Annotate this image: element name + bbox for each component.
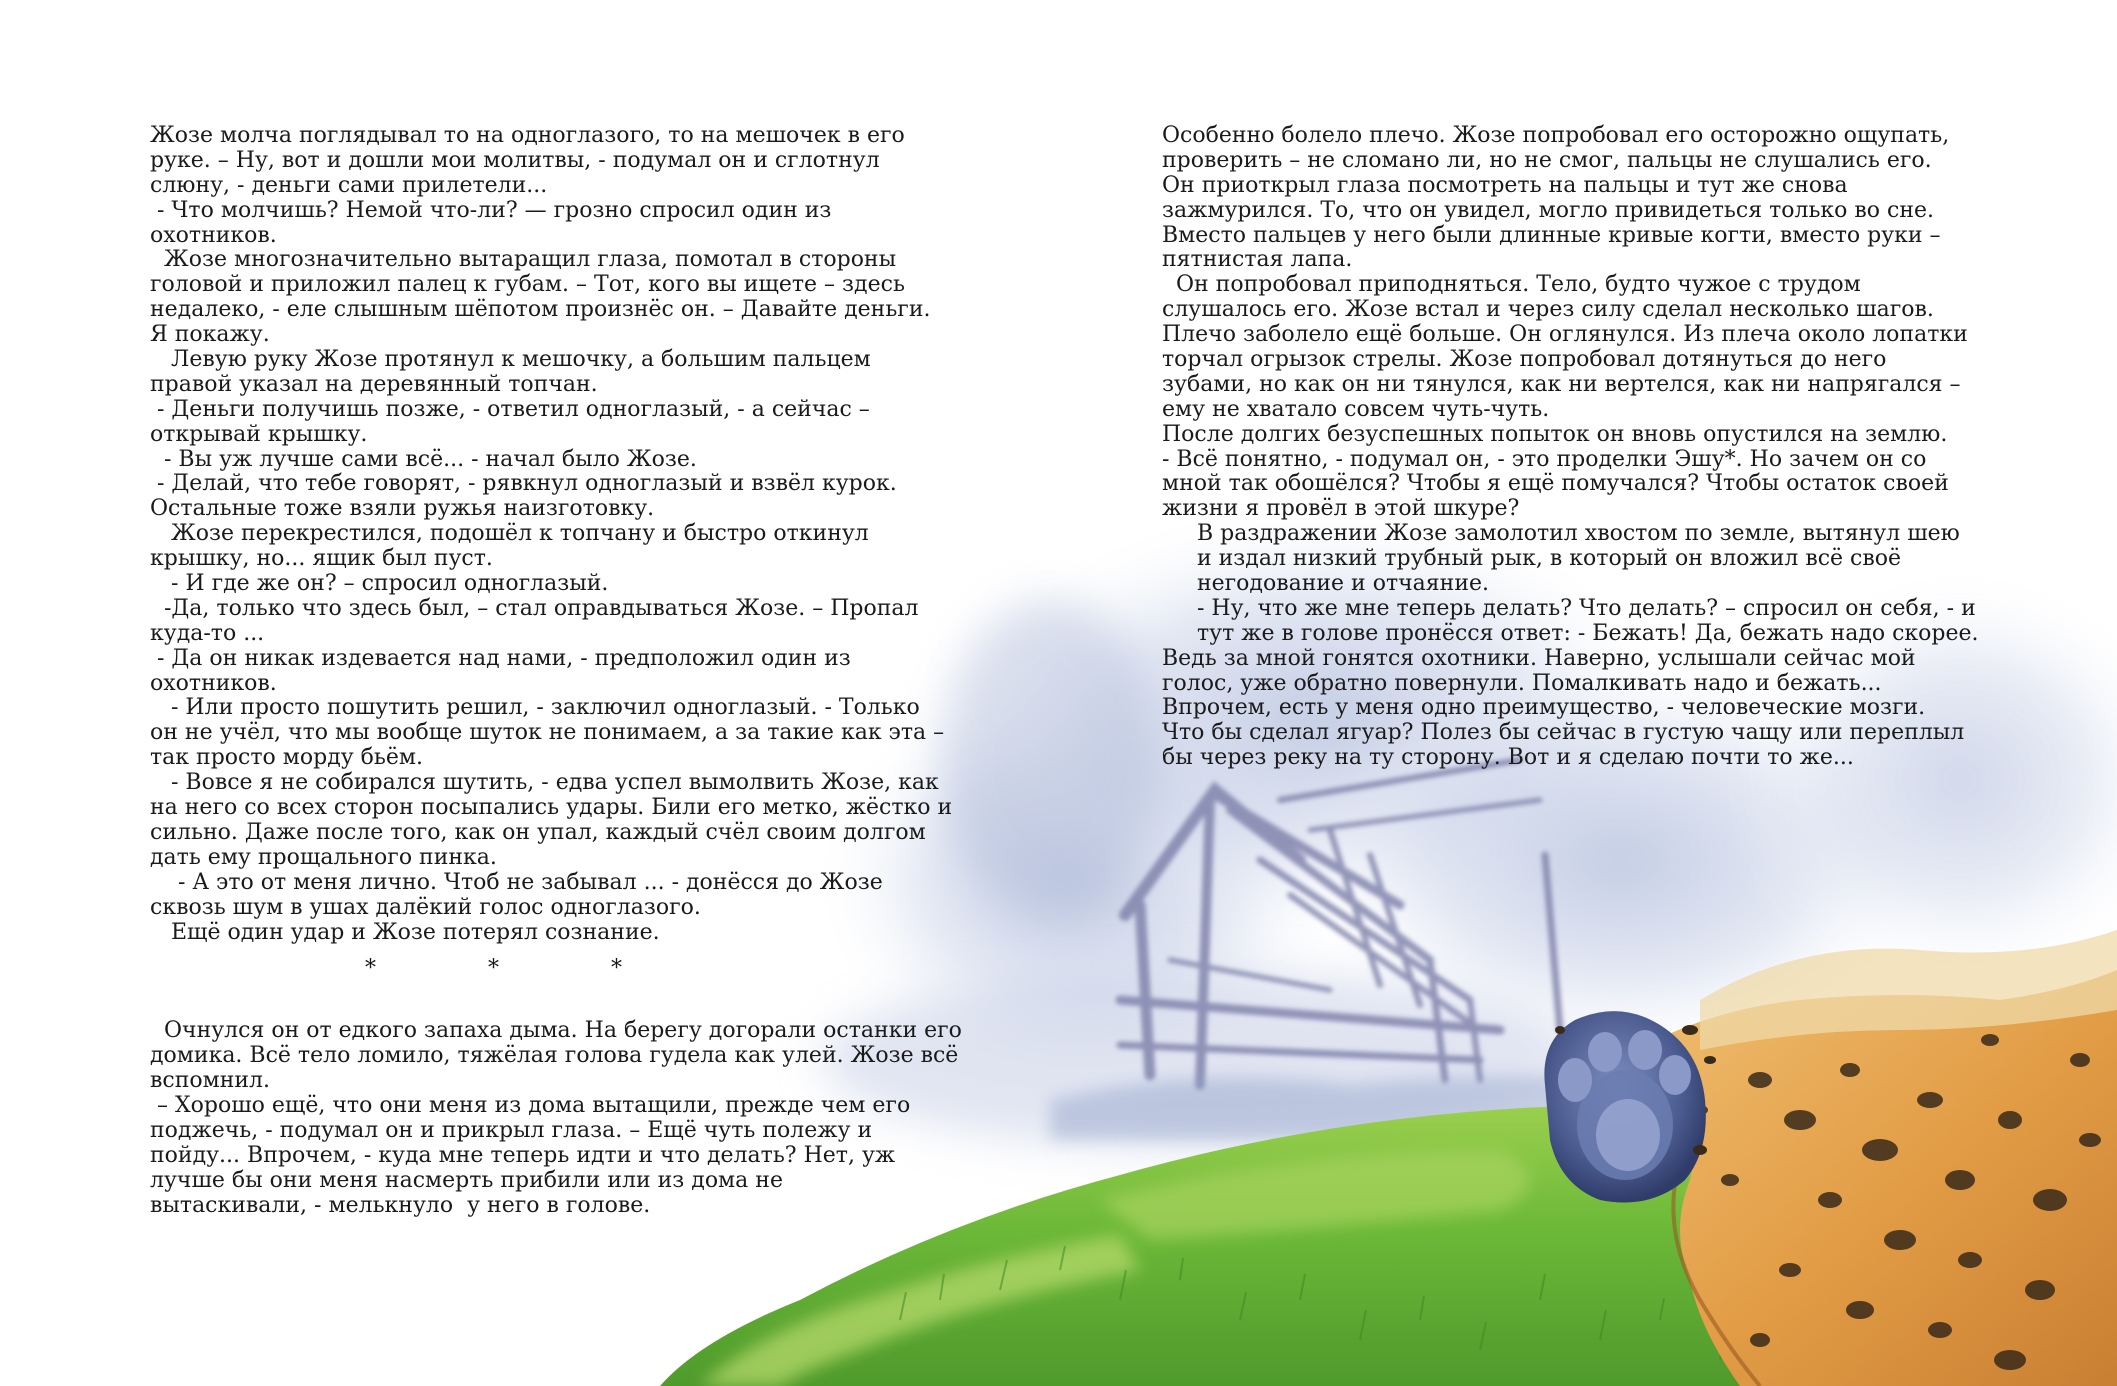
text-line: торчал огрызок стрелы. Жозе попробовал дотянуться до него [1162,347,1887,373]
text-line: ему не хватало совсем чуть-чуть. [1162,396,1550,422]
text-line: - Всё понятно, - подумал он, - это проделки Эшу*. Но зачем он со [1162,446,1927,472]
text-line: лучше бы они меня насмерть прибили или из дома не [150,1167,783,1193]
text-line: проверить – не сломано ли, но не смог, пальцы не слушались его. [1162,147,1932,173]
text-line: Жозе молча поглядывал то на одноглазого, то на мешочек в его [150,123,905,148]
text-line: недалеко, - еле слышным шёпотом произнёс он. – Давайте деньги. [150,297,931,323]
text-line: – Хорошо ещё, что они меня из дома вытащили, прежде чем его [150,1092,911,1118]
text-line: Жозе перекрестился, подошёл к топчану и быстро откинул [150,521,869,547]
text-line: тут же в голове пронёсся ответ: - Бежать! Да, бежать надо скорее. [1162,620,1979,646]
text-line: охотников. [150,222,277,248]
text-line: Впрочем, есть у меня одно преимущество, - человеческие мозги. [1162,695,1926,721]
text-line: - И где же он? – спросил одноглазый. [150,571,609,597]
text-line: поджечь, - подумал он и прикрыл глаза. – Ещё чуть полежу и [150,1117,873,1143]
text-line: зубами, но как он ни тянулся, как ни вертелся, как ни напрягался – [1162,371,1961,397]
text-line: - Или просто пошутить решил, - заключил одноглазый. - Только [150,695,920,721]
text-line: на него со всех сторон посыпались удары. Били его метко, жёстко и [150,795,953,821]
text-line: Ещё один удар и Жозе потерял сознание. [150,919,660,945]
text-line: - Что молчишь? Немой что-ли? — грозно спросил один из [150,197,832,223]
text-line: слюну, - деньги сами прилетели... [150,172,548,198]
text-line: и издал низкий трубный рык, в который он вложил всё своё [1162,546,1902,572]
text-line: слушалось его. Жозе встал и через силу сделал несколько шагов. [1162,297,1934,323]
text-line: пойду... Впрочем, - куда мне теперь идти и что делать? Нет, уж [150,1142,896,1168]
text-line: Жозе многозначительно вытаращил глаза, помотал в стороны [150,247,897,273]
text-line: Плечо заболело ещё больше. Он оглянулся. Из плеча около лопатки [1162,322,1968,348]
text-line: - Ну, что же мне теперь делать? Что делать? – спросил он себя, - и [1162,595,1976,621]
text-line: - Вовсе я не собирался шутить, - едва успел вымолвить Жозе, как [150,770,939,796]
text-line: бы через реку на ту сторону. Вот и я сделаю почти то же... [1162,745,1854,771]
text-line: крышку, но... ящик был пуст. [150,546,493,572]
text-line: так просто морду бьём. [150,745,424,771]
separator-asterisk: * [365,956,376,982]
right-page-text [1162,124,1982,771]
text-line: Он приоткрыл глаза посмотреть на пальцы и тут же снова [1162,172,1848,198]
left-page-text [150,124,980,1218]
text-line: - Да он никак издевается над нами, - предположил один из [150,645,851,671]
text-line: Очнулся он от едкого запаха дыма. На берегу догорали останки его [150,1018,962,1044]
text-line: охотников. [150,670,277,696]
text-line: -Да, только что здесь был, – стал оправдываться Жозе. – Пропал [150,595,919,621]
text-line: - Делай, что тебе говорят, - рявкнул одноглазый и взвёл курок. [150,471,897,497]
text-line: мной так обошёлся? Чтобы я ещё помучался? Чтобы остаток своей [1162,471,1949,497]
text-line: Вместо пальцев у него были длинные кривые когти, вместо руки – [1162,222,1941,248]
text-line: Ведь за мной гонятся охотники. Наверно, услышали сейчас мой [1162,645,1916,671]
text-line: руке. – Ну, вот и дошли мои молитвы, - подумал он и сглотнул [150,147,880,173]
text-line: - Деньги получишь позже, - ответил одноглазый, - а сейчас – [150,396,870,422]
text-line: Левую руку Жозе протянул к мешочку, а большим пальцем [150,347,871,373]
text-line: - Вы уж лучше сами всё... - начал было Жозе. [150,446,697,472]
text-line: негодование и отчаяние. [1162,571,1490,597]
text-line: Что бы сделал ягуар? Полез бы сейчас в густую чащу или переплыл [1162,720,1965,746]
text-line: сильно. Даже после того, как он упал, каждый счёл своим долгом [150,819,926,845]
text-line: Особенно болело плечо. Жозе попробовал его осторожно ощупать, [1162,123,1950,148]
text-line: Остальные тоже взяли ружья наизготовку. [150,496,655,522]
text-line: зажмурился. То, что он увидел, могло привидеться только во сне. [1162,197,1935,223]
text-line: головой и приложил палец к губам. – Тот, кого вы ищете – здесь [150,272,905,298]
text-line: жизни я провёл в этой шкуре? [1162,496,1520,522]
text-line: он не учёл, что мы вообще шуток не понимаем, а за такие как эта – [150,720,945,746]
text-line: правой указал на деревянный топчан. [150,371,598,397]
text-line: дать ему прощального пинка. [150,844,497,870]
text-line: голос, уже обратно повернули. Помалкивать надо и бежать... [1162,670,1882,696]
text-line: После долгих безуспешных попыток он вновь опустился на землю. [1162,421,1948,447]
text-line: куда-то ... [150,620,265,646]
separator-asterisk: * [611,956,622,982]
text-line: Он попробовал приподняться. Тело, будто чужое с трудом [1162,272,1861,298]
separator-asterisk: * [488,956,499,982]
text-line: вспомнил. [150,1068,271,1094]
text-line: В раздражении Жозе замолотил хвостом по земле, вытянул шею [1162,521,1960,547]
text-line: - А это от меня лично. Чтоб не забывал ... - донёсся до Жозе [150,869,883,895]
text-line: Я покажу. [150,322,270,348]
section-separator [150,957,980,982]
text-line: домика. Всё тело ломило, тяжёлая голова гудела как улей. Жозе всё [150,1043,959,1069]
text-line: открывай крышку. [150,421,368,447]
text-line: вытаскивали, - мелькнуло у него в голове. [150,1192,651,1218]
text-line: сквозь шум в ушах далёкий голос одноглазого. [150,894,701,920]
text-line: пятнистая лапа. [1162,247,1353,273]
